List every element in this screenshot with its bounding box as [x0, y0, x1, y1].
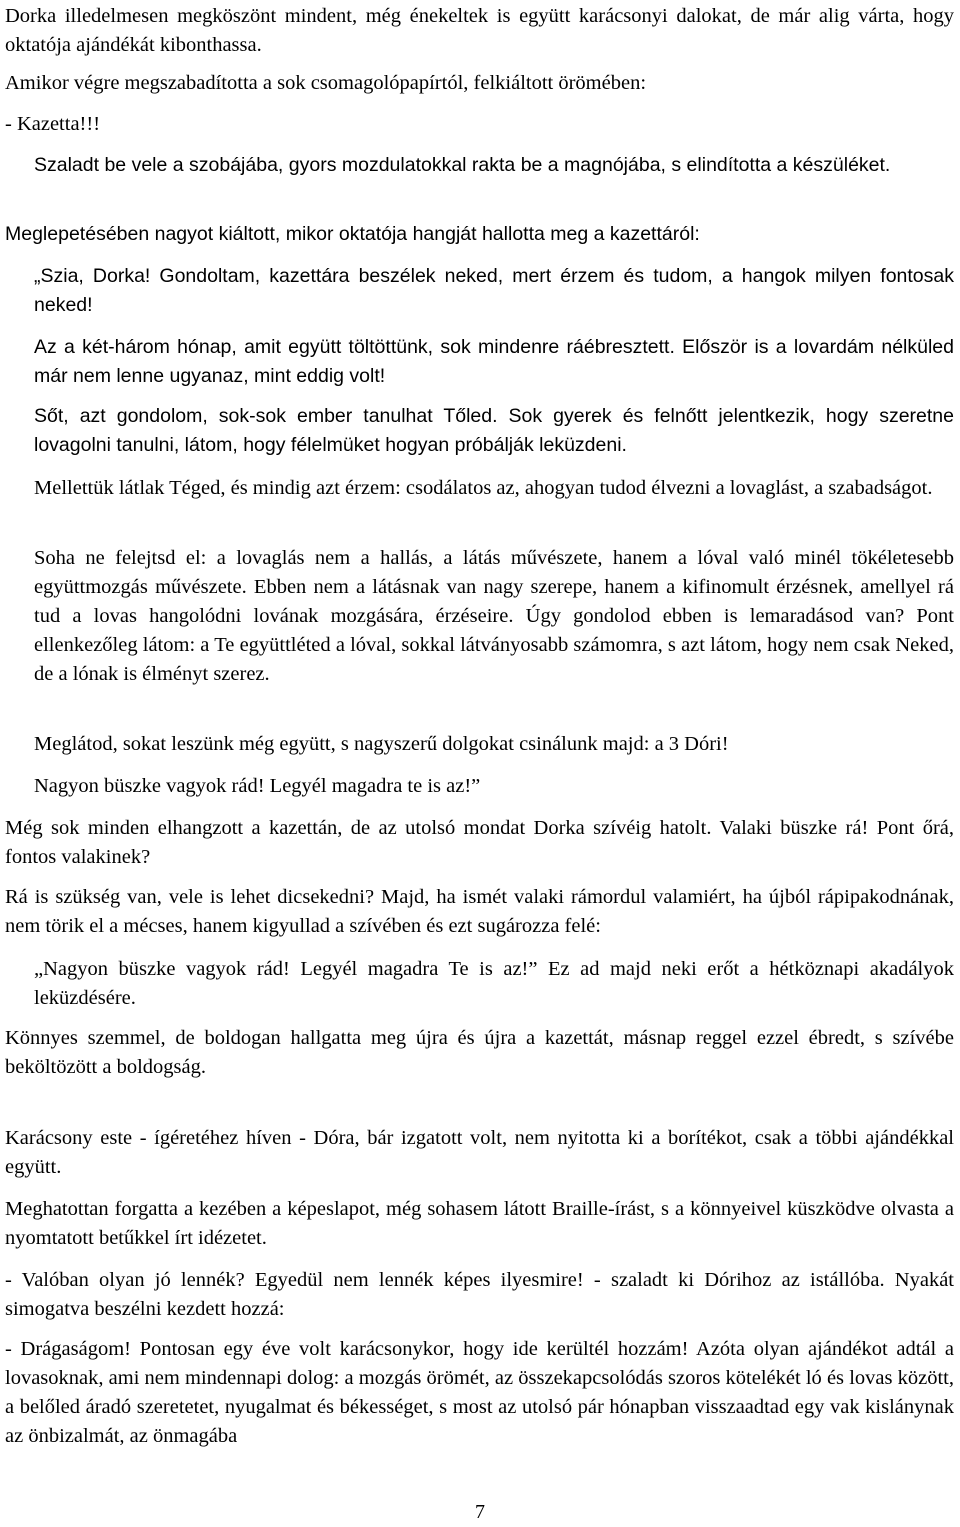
paragraph-11: Meglátod, sokat leszünk még együtt, s nagyszerű dolgokat csinálunk majd: a 3 Dóri!: [34, 733, 729, 755]
paragraph-5: Meglepetésében nagyot kiáltott, mikor oktatója hangját hallotta meg a kazettáról:: [5, 223, 700, 245]
paragraph-16: Könnyes szemmel, de boldogan hallgatta meg újra és újra a kazettát, másnap reggel ezzel ébredt, s szívébe beköltözött a boldogság.: [5, 1027, 954, 1078]
paragraph-9: Mellettük látlak Téged, és mindig azt érzem: csodálatos az, ahogyan tudod élvezni a lovaglást, a szabadságot.: [34, 477, 933, 499]
paragraph-17: Karácsony este - ígéretéhez híven - Dóra, bár izgatott volt, nem nyitotta ki a borítékot, csak a többi ajándékkal együtt.: [5, 1127, 954, 1178]
paragraph-18: Meghatottan forgatta a kezében a képeslapot, még sohasem látott Braille-írást, s a könnyeivel küszködve olvasta a nyomtatott betűkkel írt idézetet.: [5, 1198, 954, 1249]
paragraph-19: - Valóban olyan jó lennék? Egyedül nem lennék képes ilyesmire! - szaladt ki Dórihoz az istállóba. Nyakát simogatva beszélni kezdett hozzá:: [5, 1269, 954, 1320]
paragraph-20: - Drágaságom! Pontosan egy éve volt karácsonykor, hogy ide kerültél hozzám! Azóta olyan ajándékot adtál a lovasoknak, ami nem mindennapi dolog: a mozgás örömét, az összekapcsolódás szoros kötelékét ló és lovas között, a belőled áradó szeretetet, nyugalmat és békességet, s most az utolsó pár hónapban visszaadtad egy vak kislánynak az önbizalmát, az önmagába: [5, 1338, 954, 1447]
paragraph-4: Szaladt be vele a szobájába, gyors mozdulatokkal rakta be a magnójába, s elindította a készüléket.: [34, 154, 891, 176]
paragraph-2: Amikor végre megszabadította a sok csomagolópapírtól, felkiáltott örömében:: [5, 72, 647, 94]
paragraph-15: „Nagyon büszke vagyok rád! Legyél magadra Te is az!” Ez ad majd neki erőt a hétköznapi akadályok leküzdésére.: [34, 958, 954, 1009]
paragraph-8: Sőt, azt gondolom, sok-sok ember tanulhat Tőled. Sok gyerek és felnőtt jelentkezik, hogy szeretne lovagolni tanulni, látom, hogy félelmüket hogyan próbálják leküzdeni.: [34, 405, 954, 456]
paragraph-10: Soha ne felejtsd el: a lovaglás nem a hallás, a látás művészete, hanem a lóval való minél tökéletesebb együttmozgás művészete. Ebben nem a látásnak van nagy szerepe, hanem a kifinomult érzésnek, amellyel rá tud a lovas hangolódni lovának mozgására, érzéseire. Úgy gondolod ebben is lemaradásod van? Pont ellenkezőleg látom: a Te együttléted a lóval, sokkal látványosabb számomra, s azt látom, hogy nem csak Neked, de a lónak is élményt szerez.: [34, 547, 954, 685]
paragraph-7: Az a két-három hónap, amit együtt töltöttünk, sok mindenre ráébresztett. Először is a lovardám nélküled már nem lenne ugyanaz, mint eddig volt!: [34, 336, 954, 387]
paragraph-3: - Kazetta!!!: [5, 113, 101, 135]
page-number: 7: [475, 1501, 485, 1523]
paragraph-13: Még sok minden elhangzott a kazettán, de az utolsó mondat Dorka szívéig hatolt. Valaki büszke rá! Pont őrá, fontos valakinek?: [5, 817, 954, 868]
paragraph-14: Rá is szükség van, vele is lehet dicsekedni? Majd, ha ismét valaki rámordul valamiért, ha újból rápipakodnának, nem törik el a mécses, hanem kigyullad a szívében és ezt sugározza felé:: [5, 886, 954, 937]
paragraph-1: Dorka illedelmesen megköszönt mindent, még énekeltek is együtt karácsonyi dalokat, de már alig várta, hogy oktatója ajándékát kibonthassa.: [5, 5, 954, 56]
paragraph-6: „Szia, Dorka! Gondoltam, kazettára beszélek neked, mert érzem és tudom, a hangok milyen fontosak neked!: [34, 265, 954, 316]
paragraph-12: Nagyon büszke vagyok rád! Legyél magadra te is az!”: [34, 775, 481, 797]
